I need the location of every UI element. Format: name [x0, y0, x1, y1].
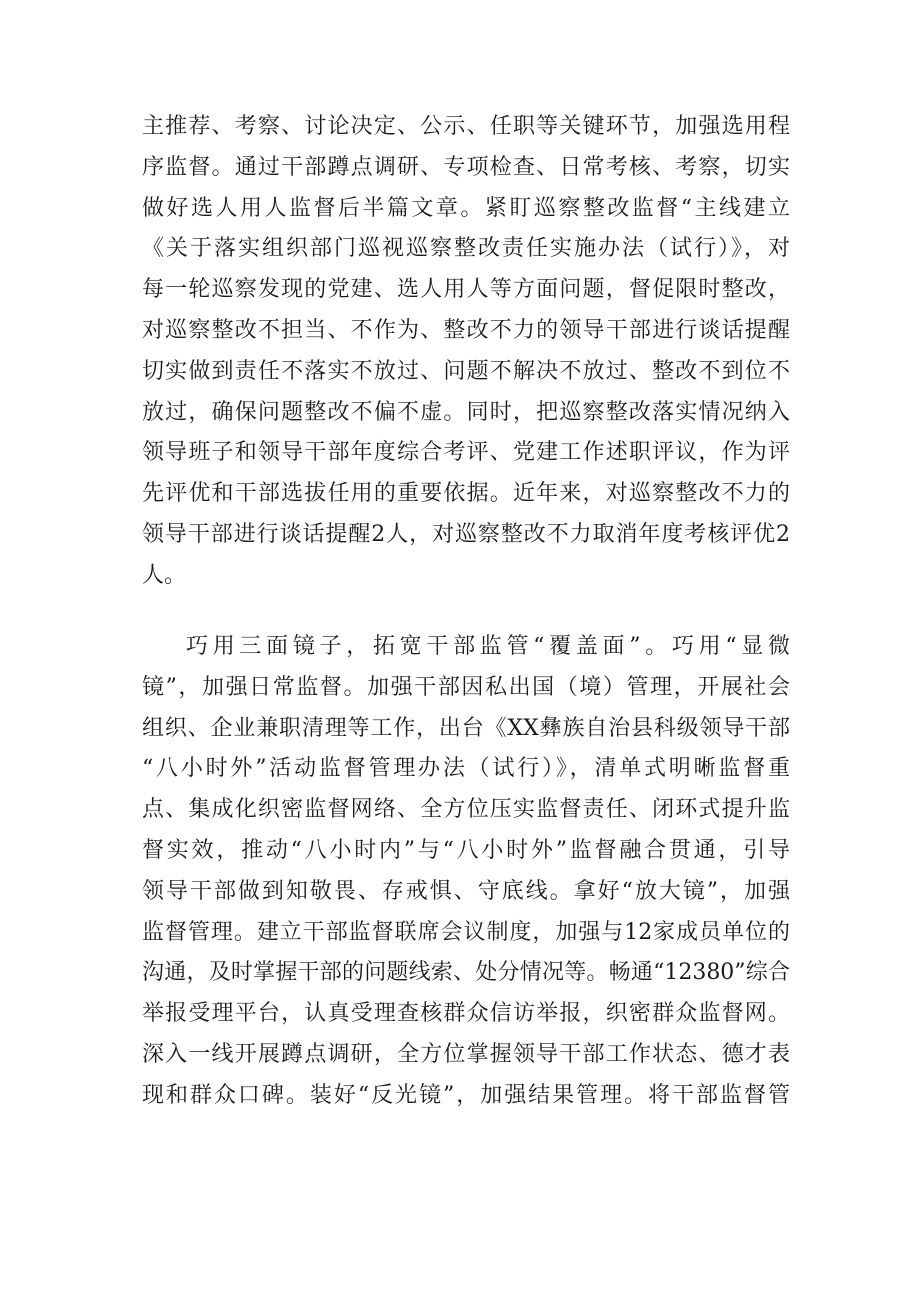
text-line: 举报受理平台，认真受理查核群众信访举报，织密群众监督网。	[142, 1001, 790, 1027]
text-line: 先评优和干部选拔任用的重要依据。近年来，对巡察整改不力的	[142, 481, 790, 507]
text-line: 《关于落实组织部门巡视巡察整改责任实施办法（试行）》，对	[142, 236, 790, 262]
text-line: 镜”，加强日常监督。加强干部因私出国（境）管理，开展社会	[142, 674, 790, 700]
text-line: 督实效，推动“八小时内”与“八小时外”监督融合贯通，引导	[142, 837, 790, 863]
text-line: 领导干部做到知敬畏、存戒惧、守底线。拿好“放大镜”，加强	[142, 878, 790, 904]
text-line: 深入一线开展蹲点调研，全方位掌握领导干部工作状态、德才表	[142, 1041, 790, 1067]
text-line: 序监督。通过干部蹲点调研、专项检查、日常考核、考察，切实	[142, 154, 790, 180]
text-line-indented: 巧用三面镜子，拓宽干部监管“覆盖面”。巧用“显微	[186, 634, 790, 659]
text-line: 监督管理。建立干部监督联席会议制度，加强与12家成员单位的	[142, 919, 790, 945]
text-line: 现和群众口碑。装好“反光镜”，加强结果管理。将干部监督管	[142, 1082, 790, 1108]
text-line: 领导班子和领导干部年度综合考评、党建工作述职评议，作为评	[142, 440, 790, 466]
text-line: 放过，确保问题整改不偏不虚。同时，把巡察整改落实情况纳入	[142, 399, 790, 425]
text-line: 主推荐、考察、讨论决定、公示、任职等关键环节，加强选用程	[142, 114, 790, 139]
text-line: 沟通，及时掌握干部的问题线索、处分情况等。畅通“12380”综合	[142, 960, 790, 986]
paragraph-supervision-rectification	[142, 107, 790, 597]
text-line: 人。	[142, 562, 187, 588]
text-line: 组织、企业兼职清理等工作，出台《XX彝族自治县科级领导干部	[142, 715, 790, 741]
text-line: “八小时外”活动监督管理办法（试行）》，清单式明晰监督重	[142, 756, 790, 782]
text-line: 切实做到责任不落实不放过、问题不解决不放过、整改不到位不	[142, 358, 790, 384]
text-line: 点、集成化织密监督网络、全方位压实监督责任、闭环式提升监	[142, 797, 790, 823]
paragraph-three-mirrors	[142, 627, 790, 1117]
text-line: 做好选人用人监督后半篇文章。紧盯巡察整改监督“主线建立	[142, 195, 790, 221]
text-line: 每一轮巡察发现的党建、选人用人等方面问题，督促限时整改，	[142, 277, 790, 303]
text-line: 领导干部进行谈话提醒2人，对巡察整改不力取消年度考核评优2	[142, 521, 790, 547]
text-line: 对巡察整改不担当、不作为、整改不力的领导干部进行谈话提醒	[142, 317, 790, 343]
